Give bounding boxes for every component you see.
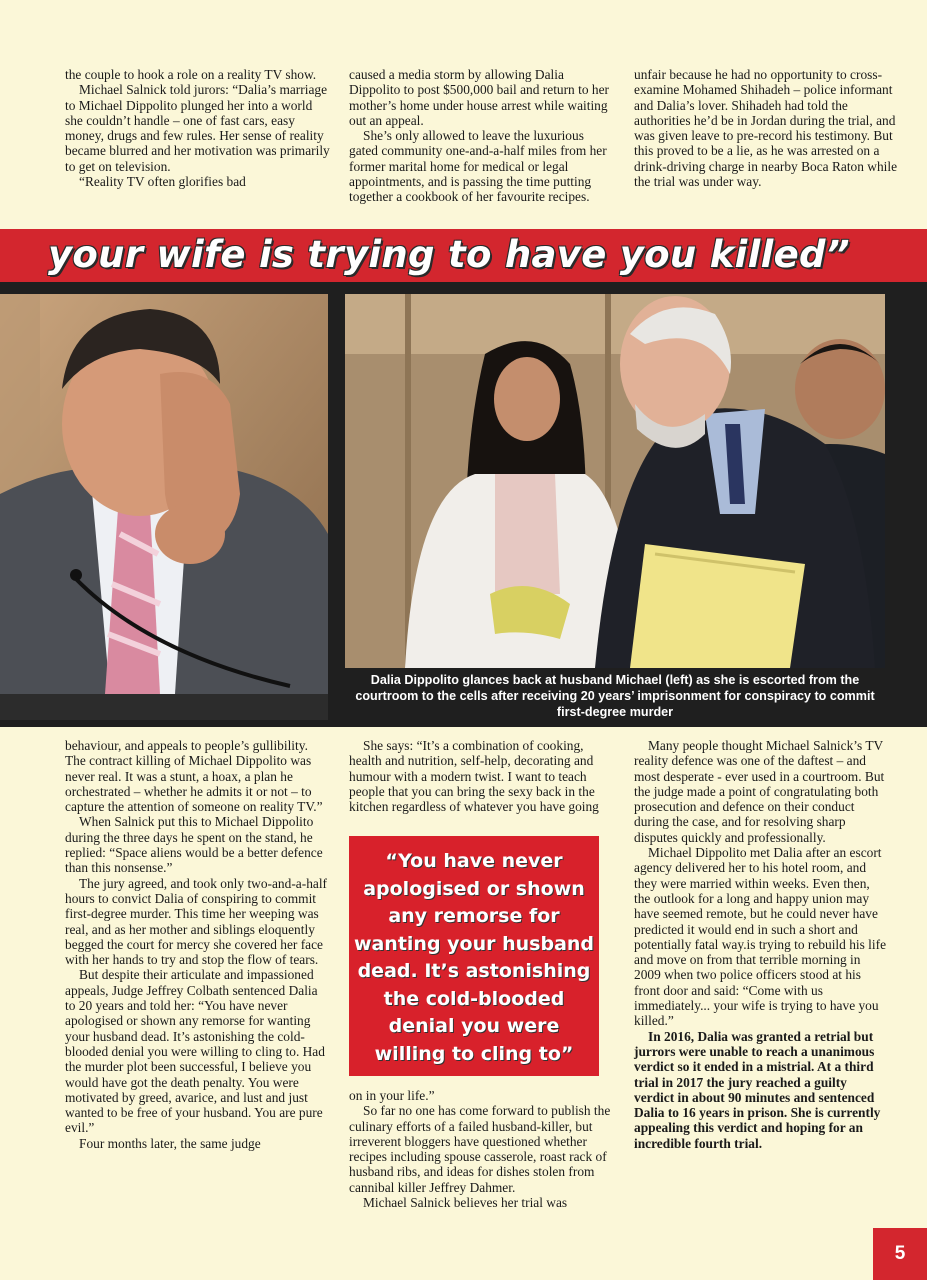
photo-caption: Dalia Dippolito glances back at husband Michael (left) as she is escorted from the courtroom to the cells after receiving 20 years’ imprisonment for conspiracy to commit first-degree murder <box>355 673 875 719</box>
paragraph: Many people thought Michael Salnick’s TV reality defence was one of the daftest – and most desperate - ever used in a courtroom. But the judge made a point of congratulating both prosecution and defence on their conduct during the case, and for resolving sharp disputes quickly and professionally. <box>634 738 885 845</box>
article-column-top-3 <box>634 67 899 189</box>
article-column-top-1 <box>65 67 330 189</box>
paragraph: Michael Salnick told jurors: “Dalia’s marriage to Michael Dippolito plunged her into a world she couldn’t handle – one of fast cars, easy money, drugs and few rules. Her sense of reality became blurred and her motivation was primarily to get on television. <box>65 82 330 174</box>
pull-quote: “You have never apologised or shown any remorse for wanting your husband dead. It’s astonishing the cold-blooded denial you were willing to cling to” <box>349 836 599 1076</box>
paragraph: “Reality TV often glorifies bad <box>79 174 246 190</box>
photo-michael-dippolito <box>0 294 328 720</box>
article-column-bottom-1 <box>65 738 330 1151</box>
paragraph: unfair because he had no opportunity to cross-examine Mohamed Shihadeh – police informant and Dalia’s lover. Shihadeh had told the authorities he’d be in Jordan during the trial, and was given leave to pre-record his testimony. But this proved to be a lie, as he was arrested on a drink-driving charge in nearby Boca Raton while the trial was under way. <box>634 67 898 190</box>
paragraph: So far no one has come forward to publish the culinary efforts of a failed husband-killer, but irreverent bloggers have questioned whether recipes including spouse casserole, roast rack of husband ribs, and ideas for dishes stolen from cannibal killer Jeffrey Dahmer. <box>349 1103 611 1195</box>
article-column-top-2 <box>349 67 614 205</box>
article-column-bottom-2-bottom <box>349 1088 614 1210</box>
paragraph: caused a media storm by allowing Dalia Dippolito to post $500,000 bail and return to her mother’s home under house arrest while waiting out an appeal. <box>349 67 609 128</box>
paragraph: When Salnick put this to Michael Dippolito during the three days he spent on the stand, he replied: “Space aliens would be a better defence than this nonsense.” <box>65 814 323 876</box>
paragraph: on in your life.” <box>349 1088 435 1103</box>
page-number: 5 <box>873 1228 927 1280</box>
paragraph: behaviour, and appeals to people’s gullibility. The contract killing of Michael Dippolito was never real. It was a stunt, a hoax, a plan he orchestrated – whether he admits it or not – to capture the attention of someone on reality TV.” <box>65 738 323 815</box>
paragraph: Four months later, the same judge <box>79 1135 261 1151</box>
headline-banner-text: your wife is trying to have you killed” <box>48 233 850 276</box>
paragraph: But despite their articulate and impassioned appeals, Judge Jeffrey Colbath sentenced Dalia to 20 years and told her: “You have never apologised or shown any remorse for wanting your husband dead. It’s astonishing the cold-blooded denial you were willing to cling to. Had the murder plot been successful, I believe you would have got the death penalty. You were motivated by greed, avarice, and lust and just wanted to be free of your husband. You are pure evil.” <box>65 967 325 1136</box>
paragraph: The jury agreed, and took only two-and-a-half hours to convict Dalia of conspiring to commit first-degree murder. This time her weeping was real, and as her mother and siblings eloquently begged the court for mercy she covered her face with her hands to try and stop the flow of tears. <box>65 875 328 968</box>
paragraph: Michael Salnick believes her trial was <box>363 1195 568 1211</box>
paragraph: In 2016, Dalia was granted a retrial but jurrors were unable to reach a unanimous verdict so it ended in a mistrial. At a third trial in 2017 the jury reached a guilty verdict in about 90 minutes and sentenced Dalia to 16 years in prison. She is currently appealing this verdict and hoping for an incredible fourth trial. <box>634 1028 881 1151</box>
paragraph: the couple to hook a role on a reality TV show. <box>65 67 317 82</box>
article-column-bottom-2-top <box>349 738 614 814</box>
photo-dalia-escorted <box>345 294 885 668</box>
paragraph: She says: “It’s a combination of cooking, health and nutrition, self-help, decorating and humour with a modern twist. I want to teach people that you can bring the sexy back in the kitchen regardless of whatever you have going <box>349 738 599 815</box>
paragraph: Michael Dippolito met Dalia after an escort agency delivered her to his hotel room, and they were married within weeks. Even then, the outlook for a long and happy union may have seemed remote, but he could never have predicted it would end in such a short and potentially fatal way.is trying to rebuild his life and move on from that terrible morning in 2009 when two police officers stood at his front door and said: “Come with us immediately... your wife is trying to have you killed.” <box>634 845 887 1029</box>
article-column-bottom-3 <box>634 738 889 1151</box>
paragraph: She’s only allowed to leave the luxurious gated community one-and-a-half miles from her former marital home for medical or legal appointments, and is passing the time putting together a cookbook of her favourite recipes. <box>349 128 607 205</box>
